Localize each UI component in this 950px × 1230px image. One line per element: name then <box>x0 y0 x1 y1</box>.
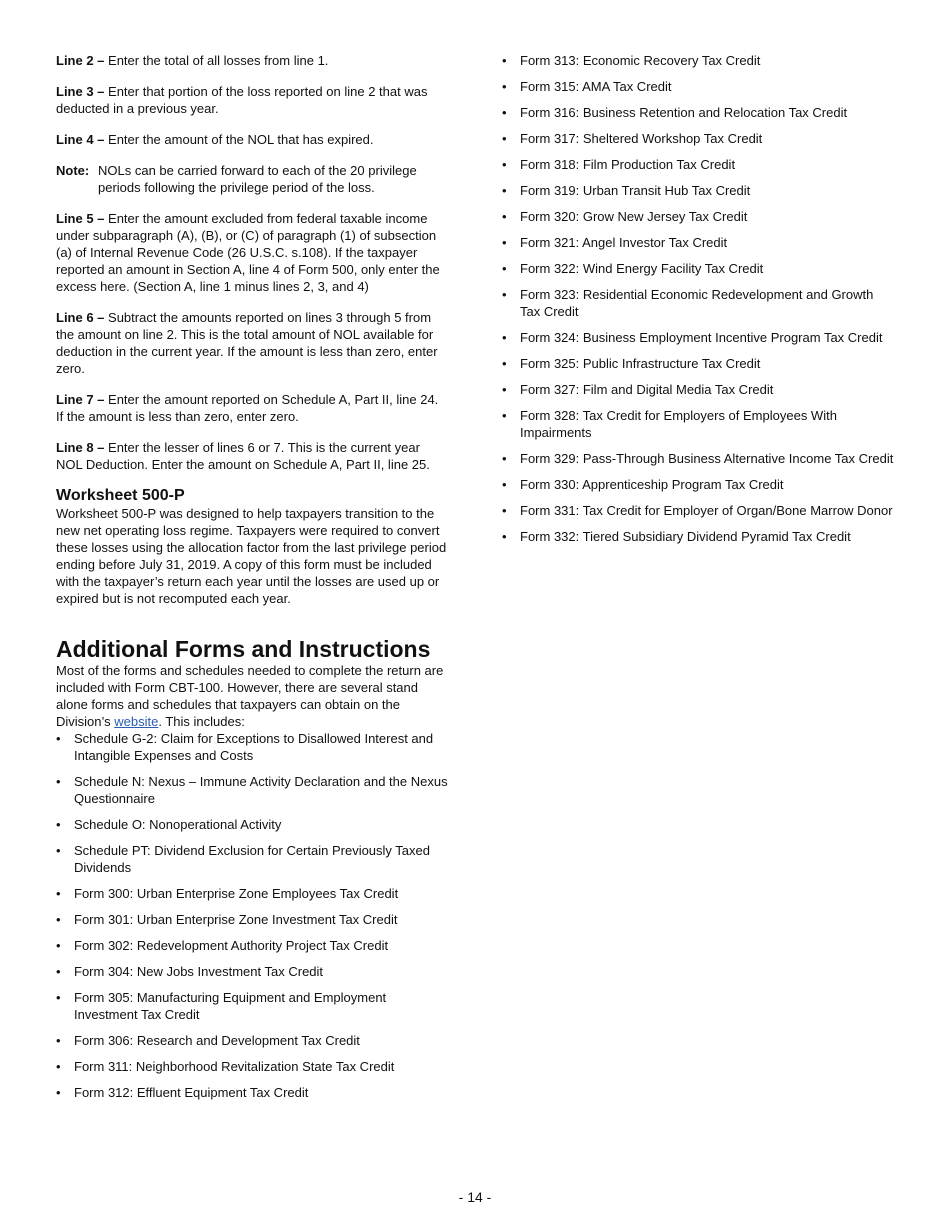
line-4-instruction <box>56 131 448 148</box>
list-item: • Form 320: Grow New Jersey Tax Credit <box>502 208 894 225</box>
list-item: • Form 312: Effluent Equipment Tax Credit <box>56 1084 448 1101</box>
list-item: • Form 327: Film and Digital Media Tax Credit <box>502 381 894 398</box>
list-item: • Form 330: Apprenticeship Program Tax Credit <box>502 476 894 493</box>
list-item: • Schedule G-2: Claim for Exceptions to Disallowed Interest and Intangible Expenses and Costs <box>56 730 448 764</box>
line-3-instruction <box>56 83 448 117</box>
line-8-instruction <box>56 439 448 473</box>
list-item: • Form 301: Urban Enterprise Zone Investment Tax Credit <box>56 911 448 928</box>
forms-list-right <box>502 52 894 545</box>
line-5-instruction <box>56 210 448 295</box>
intro-text: Most of the forms and schedules needed to complete the return are included with Form CBT-100. However, there are several stand alone forms and schedules that taxpayers can obtain on the Division’s <box>56 663 444 729</box>
list-item: • Form 311: Neighborhood Revitalization State Tax Credit <box>56 1058 448 1075</box>
line-label: Line 2 – <box>56 53 105 68</box>
line-7-instruction <box>56 391 448 425</box>
line-text: Enter the amount excluded from federal taxable income under subparagraph (A), (B), or (C) of paragraph (1) of subsection (a) of Internal Revenue Code (26 U.S.C. s.108). If the taxpayer reported an amount in Section A, line 4 of Form 500, only enter the excess here. (Section A, line 1 minus lines 2, 3, and 4) <box>56 211 440 294</box>
left-column <box>56 52 448 1110</box>
nol-note <box>56 162 448 196</box>
line-6-instruction <box>56 309 448 377</box>
list-item: • Form 305: Manufacturing Equipment and Employment Investment Tax Credit <box>56 989 448 1023</box>
right-column <box>502 52 894 554</box>
list-item: • Form 323: Residential Economic Redevelopment and Growth Tax Credit <box>502 286 894 320</box>
list-item: • Form 313: Economic Recovery Tax Credit <box>502 52 894 69</box>
list-item: • Form 325: Public Infrastructure Tax Credit <box>502 355 894 372</box>
line-text: Enter the lesser of lines 6 or 7. This is the current year NOL Deduction. Enter the amount on Schedule A, Part II, line 25. <box>56 440 430 472</box>
list-item: • Form 317: Sheltered Workshop Tax Credit <box>502 130 894 147</box>
line-label: Line 6 – <box>56 310 105 325</box>
list-item: • Form 322: Wind Energy Facility Tax Credit <box>502 260 894 277</box>
list-item: • Form 321: Angel Investor Tax Credit <box>502 234 894 251</box>
list-item: • Schedule O: Nonoperational Activity <box>56 816 448 833</box>
line-text: Enter the amount of the NOL that has expired. <box>104 132 374 147</box>
list-item: • Form 331: Tax Credit for Employer of Organ/Bone Marrow Donor <box>502 502 894 519</box>
intro-text-end: . This includes: <box>158 714 245 729</box>
additional-forms-intro <box>56 662 448 730</box>
line-text: Enter the amount reported on Schedule A, Part II, line 24. If the amount is less than zero, enter zero. <box>56 392 439 424</box>
list-item: • Schedule N: Nexus – Immune Activity Declaration and the Nexus Questionnaire <box>56 773 448 807</box>
forms-list-left <box>56 730 448 1101</box>
line-label: Line 7 – <box>56 392 105 407</box>
line-label: Line 5 – <box>56 211 105 226</box>
worksheet-heading: Worksheet 500-P <box>56 487 185 504</box>
list-item: • Form 319: Urban Transit Hub Tax Credit <box>502 182 894 199</box>
list-item: • Form 304: New Jobs Investment Tax Credit <box>56 963 448 980</box>
line-label: Line 3 – <box>56 84 105 99</box>
line-text: Subtract the amounts reported on lines 3 through 5 from the amount on line 2. This is the total amount of NOL available for deduction in the current year. If the amount is less than zero, enter zero. <box>56 310 438 376</box>
list-item: • Form 329: Pass-Through Business Alternative Income Tax Credit <box>502 450 894 467</box>
page-number: - 14 - <box>458 1189 492 1205</box>
additional-forms-heading: Additional Forms and Instructions <box>56 636 431 662</box>
list-item: • Form 306: Research and Development Tax Credit <box>56 1032 448 1049</box>
note-label: Note: <box>56 163 90 178</box>
list-item: • Schedule PT: Dividend Exclusion for Certain Previously Taxed Dividends <box>56 842 448 876</box>
list-item: • Form 318: Film Production Tax Credit <box>502 156 894 173</box>
note-text: NOLs can be carried forward to each of the 20 privilege periods following the privilege period of the loss. <box>98 163 417 195</box>
list-item: • Form 332: Tiered Subsidiary Dividend Pyramid Tax Credit <box>502 528 894 545</box>
line-label: Line 4 – <box>56 132 105 147</box>
list-item: • Form 328: Tax Credit for Employers of Employees With Impairments <box>502 407 894 441</box>
list-item: • Form 324: Business Employment Incentive Program Tax Credit <box>502 329 894 346</box>
worksheet-body: Worksheet 500-P was designed to help taxpayers transition to the new net operating loss regime. Taxpayers were required to convert these losses using the allocation factor from the last privilege period ending before July 31, 2019. A copy of this form must be included with the taxpayer’s return each year until the losses are used up or expired but is not recomputed each year. <box>56 506 447 606</box>
list-item: • Form 315: AMA Tax Credit <box>502 78 894 95</box>
list-item: • Form 302: Redevelopment Authority Project Tax Credit <box>56 937 448 954</box>
list-item: • Form 300: Urban Enterprise Zone Employees Tax Credit <box>56 885 448 902</box>
line-2-instruction <box>56 52 448 69</box>
list-item: • Form 316: Business Retention and Relocation Tax Credit <box>502 104 894 121</box>
line-label: Line 8 – <box>56 440 105 455</box>
line-text: Enter the total of all losses from line 1. <box>104 53 329 68</box>
line-text: Enter that portion of the loss reported on line 2 that was deducted in a previous year. <box>56 84 428 116</box>
website-link[interactable]: website <box>114 714 159 729</box>
